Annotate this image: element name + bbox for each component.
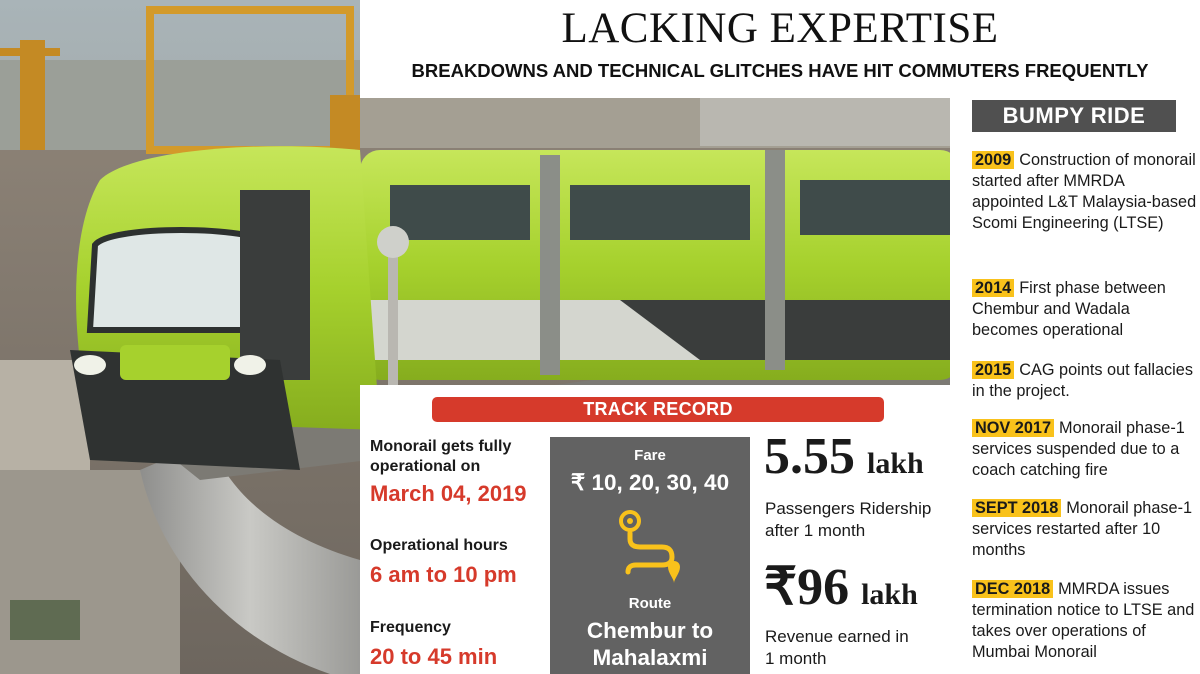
track-record-title: TRACK RECORD bbox=[432, 397, 884, 422]
timeline-item bbox=[972, 360, 1198, 402]
location-pin-icon bbox=[668, 561, 680, 583]
revenue-number: ₹96 bbox=[764, 559, 850, 616]
ridership-figure bbox=[764, 427, 924, 486]
timeline-item bbox=[972, 418, 1198, 481]
route-path-icon bbox=[618, 509, 682, 585]
route-label: Route bbox=[628, 595, 672, 612]
timeline-year: 2009 bbox=[972, 151, 1014, 169]
timeline-item bbox=[972, 579, 1198, 663]
ridership-number: 5.55 bbox=[764, 428, 855, 485]
revenue-unit: lakh bbox=[861, 578, 918, 611]
timeline-text: CAG points out fallacies in the project. bbox=[972, 361, 1193, 400]
headline: LACKING EXPERTISE bbox=[561, 5, 999, 52]
revenue-figure bbox=[764, 557, 918, 617]
frequency-label: Frequency bbox=[370, 619, 451, 636]
fare-route-box bbox=[550, 437, 750, 674]
timeline-year: SEPT 2018 bbox=[972, 499, 1061, 517]
revenue-description: Revenue earned in 1 month bbox=[765, 627, 909, 668]
timeline-year: 2015 bbox=[972, 361, 1014, 379]
timeline-item bbox=[972, 498, 1198, 561]
operational-label: Monorail gets fully operational on bbox=[370, 438, 512, 475]
ridership-description: Passengers Ridership after 1 month bbox=[765, 499, 932, 540]
timeline-item bbox=[972, 278, 1198, 341]
operational-date: March 04, 2019 bbox=[370, 481, 527, 506]
timeline-text: Monorail phase-1 services suspended due to a coach catching fire bbox=[972, 419, 1185, 479]
fare-value: ₹ 10, 20, 30, 40 bbox=[570, 470, 730, 495]
timeline-year: DEC 2018 bbox=[972, 580, 1053, 598]
timeline-panel bbox=[950, 98, 1200, 674]
timeline-text: Monorail phase-1 services restarted after 10 months bbox=[972, 499, 1193, 559]
timeline-year: NOV 2017 bbox=[972, 419, 1054, 437]
frequency-value: 20 to 45 min bbox=[370, 644, 498, 669]
subheadline: BREAKDOWNS AND TECHNICAL GLITCHES HAVE HIT COMMUTERS FREQUENTLY bbox=[411, 60, 1149, 81]
timeline-text: Construction of monorail started after MMRDA appointed L&T Malaysia-based Scomi Engineering (LTSE) bbox=[972, 151, 1197, 232]
timeline-item bbox=[972, 150, 1198, 234]
timeline-text: MMRDA issues termination notice to LTSE and takes over operations of Mumbai Monorail bbox=[972, 580, 1195, 661]
route-value: Chembur to Mahalaxmi bbox=[586, 618, 714, 670]
hours-value: 6 am to 10 pm bbox=[370, 562, 517, 587]
ridership-unit: lakh bbox=[867, 447, 924, 480]
track-record-panel bbox=[360, 385, 950, 674]
fare-label: Fare bbox=[634, 447, 666, 464]
timeline-text: First phase between Chembur and Wadala becomes operational bbox=[972, 279, 1166, 339]
timeline-year: 2014 bbox=[972, 279, 1014, 297]
timeline-title: BUMPY RIDE bbox=[972, 100, 1176, 132]
hours-label: Operational hours bbox=[370, 537, 508, 554]
header-banner bbox=[360, 0, 1200, 98]
